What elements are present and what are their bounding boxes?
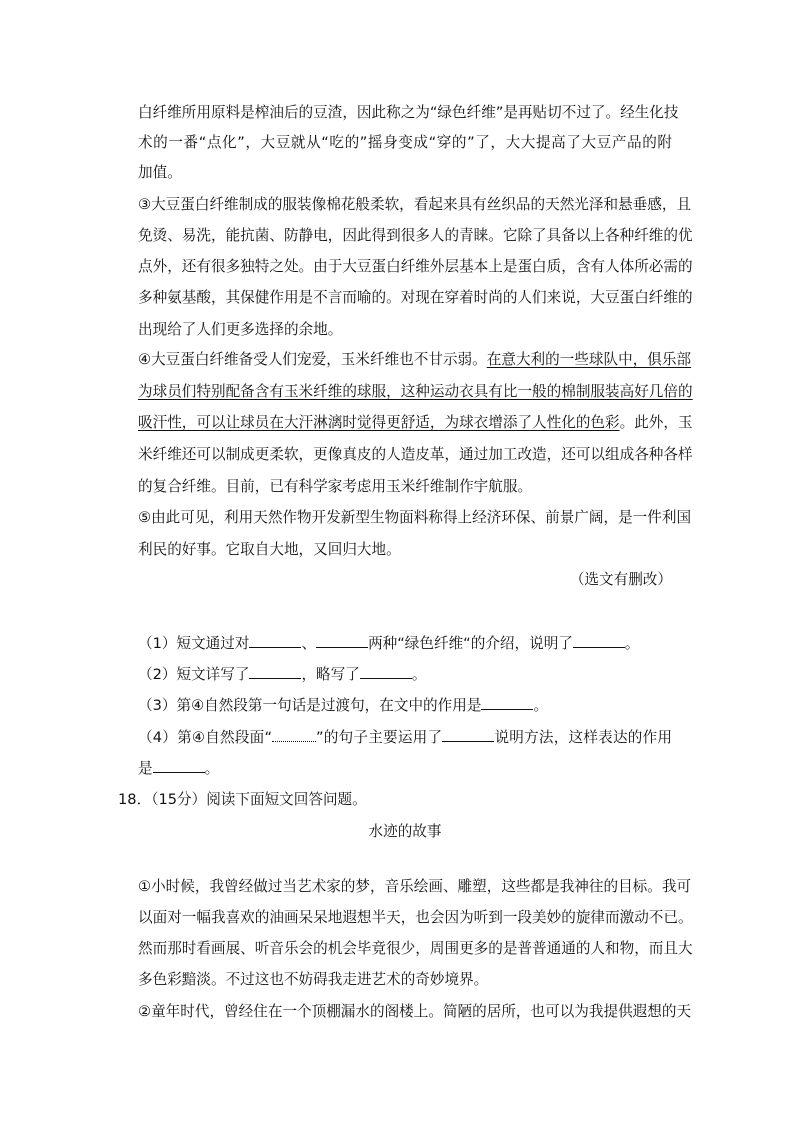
passage-title	[138, 822, 672, 842]
underlined-text: 为球员们特别配备含有玉米纤维的球服，这种运动衣具有比一般的棉制服装高好几倍的	[138, 383, 693, 400]
text-segment: 然而那时看画展、听音乐会的机会毕竟很少，周围更多的是普普通通的人和物，而且大	[138, 940, 693, 957]
passage-1-line	[138, 320, 672, 340]
text-segment: （3）第④自然段第一句话是过渡句，在文中的作用是	[138, 697, 482, 714]
underlined-text: 在意大利的一些球队中，俱乐部	[486, 351, 692, 368]
passage-2-line	[138, 1002, 692, 1022]
text-segment: 18．（15分）阅读下面短文回答问题。	[118, 791, 367, 808]
text-segment: 加值。	[138, 164, 182, 181]
text-segment: 白纤维所用原料是榨油后的豆渣，因此称之为“绿色纤维”是再贴切不过了。经生化技	[138, 104, 679, 121]
text-segment: 米纤维还可以制成更柔软，更像真皮的人造皮革，通过加工改造，还可以组成各种各样	[138, 446, 693, 463]
text-segment: ④大豆蛋白纤维备受人们宠爱，玉米纤维也不甘示弱。	[138, 351, 487, 368]
answer-blank	[249, 664, 301, 679]
passage-1-line	[138, 413, 693, 433]
text-segment: 是	[138, 760, 153, 777]
passage-1-line	[138, 226, 693, 246]
answer-blank	[573, 633, 625, 648]
text-segment: （4）第④自然段面“	[138, 729, 273, 746]
text-segment: 。	[411, 666, 427, 683]
passage-2-line	[138, 939, 693, 959]
text-segment: 。此外，玉	[619, 414, 693, 431]
passage-1-line	[138, 350, 692, 370]
passage-2-line	[138, 970, 672, 990]
answer-blank	[272, 729, 316, 742]
passage-1-line	[138, 540, 672, 560]
answer-blank	[249, 633, 301, 648]
text-segment: ③大豆蛋白纤维制成的服装像棉花般柔软，看起来具有丝织品的天然光泽和悬垂感，且	[138, 196, 692, 213]
passage-1-line	[138, 288, 693, 308]
passage-1-line	[138, 133, 672, 153]
passage-1-line	[138, 163, 672, 183]
text-segment: ，略写了	[301, 666, 360, 683]
text-segment: 利民的好事。它取自大地，又回归大地。	[138, 541, 401, 558]
question-18-heading	[118, 790, 672, 810]
text-segment: ”的句子主要运用了	[316, 729, 443, 746]
text-segment: 。	[533, 697, 549, 714]
source-note	[138, 570, 672, 590]
answer-blank	[153, 758, 205, 773]
text-segment: 说明方法，这样表达的作用	[494, 729, 672, 746]
text-segment: ①小时候，我曾经做过当艺术家的梦，音乐绘画、雕塑，这些都是我神往的目标。我可	[138, 878, 692, 895]
text-segment: 多种氨基酸，其保健作用是不言而喻的。对现在穿着时尚的人们来说，大豆蛋白纤维的	[138, 289, 693, 306]
text-segment: 多色彩黯淡。不过这也不妨碍我走进艺术的奇妙境界。	[138, 971, 489, 988]
answer-blank	[481, 695, 533, 710]
text-segment: ②童年时代，曾经住在一个顶棚漏水的阁楼上。简陋的居所，也可以为我提供遐想的天	[138, 1003, 692, 1020]
question-2	[138, 664, 672, 684]
passage-2-line	[138, 908, 693, 928]
text-segment: 两种“绿色纤维“的介绍，说明了	[368, 635, 573, 652]
passage-1-line	[138, 382, 693, 402]
text-segment: ⑤由此可见，利用天然作物开发新型生物面料称得上经济环保、前景广阔，是一件利国	[138, 509, 692, 526]
text-segment: 水迹的故事	[368, 823, 442, 840]
text-segment: 点外，还有很多独特之处。由于大豆蛋白纤维外层基本上是蛋白质，含有人体所必需的	[138, 258, 693, 275]
text-segment: 出现给了人们更多选择的余地。	[138, 321, 343, 338]
question-1	[138, 633, 672, 653]
answer-blank	[316, 633, 368, 648]
text-segment: 以面对一幅我喜欢的油画呆呆地遐想半天，也会因为听到一段美妙的旋律而激动不已。	[138, 909, 693, 926]
passage-1-line	[138, 477, 672, 497]
text-segment: 免烫、易洗，能抗菌、防静电，因此得到很多人的青睐。它除了具备以上各种纤维的优	[138, 227, 693, 244]
underlined-text: 吸汗性，可以让球员在大汗淋漓时觉得更舒适，为球衣增添了人性化的色彩	[138, 414, 620, 431]
text-segment: 的复合纤维。目前，已有科学家考虑用玉米纤维制作宇航服。	[138, 478, 533, 495]
text-segment: 术的一番“点化”，大豆就从“吃的”摇身变成“穿的”了，大大提高了大豆产品的附	[138, 134, 672, 151]
passage-1-line	[138, 508, 692, 528]
answer-blank	[442, 727, 494, 742]
passage-2-line	[138, 877, 692, 897]
passage-1-line	[138, 103, 679, 123]
text-segment: 。	[624, 635, 640, 652]
question-4	[138, 727, 672, 747]
passage-1-line	[138, 195, 692, 215]
question-4-cont	[138, 758, 672, 778]
text-segment: 。	[204, 760, 220, 777]
passage-1-line	[138, 257, 693, 277]
text-segment: （选文有删改）	[569, 571, 672, 588]
question-3	[138, 695, 672, 715]
text-segment: 、	[301, 635, 317, 652]
passage-1-line	[138, 445, 693, 465]
answer-blank	[360, 664, 412, 679]
text-segment: （1）短文通过对	[138, 635, 250, 652]
text-segment: （2）短文详写了	[138, 666, 250, 683]
